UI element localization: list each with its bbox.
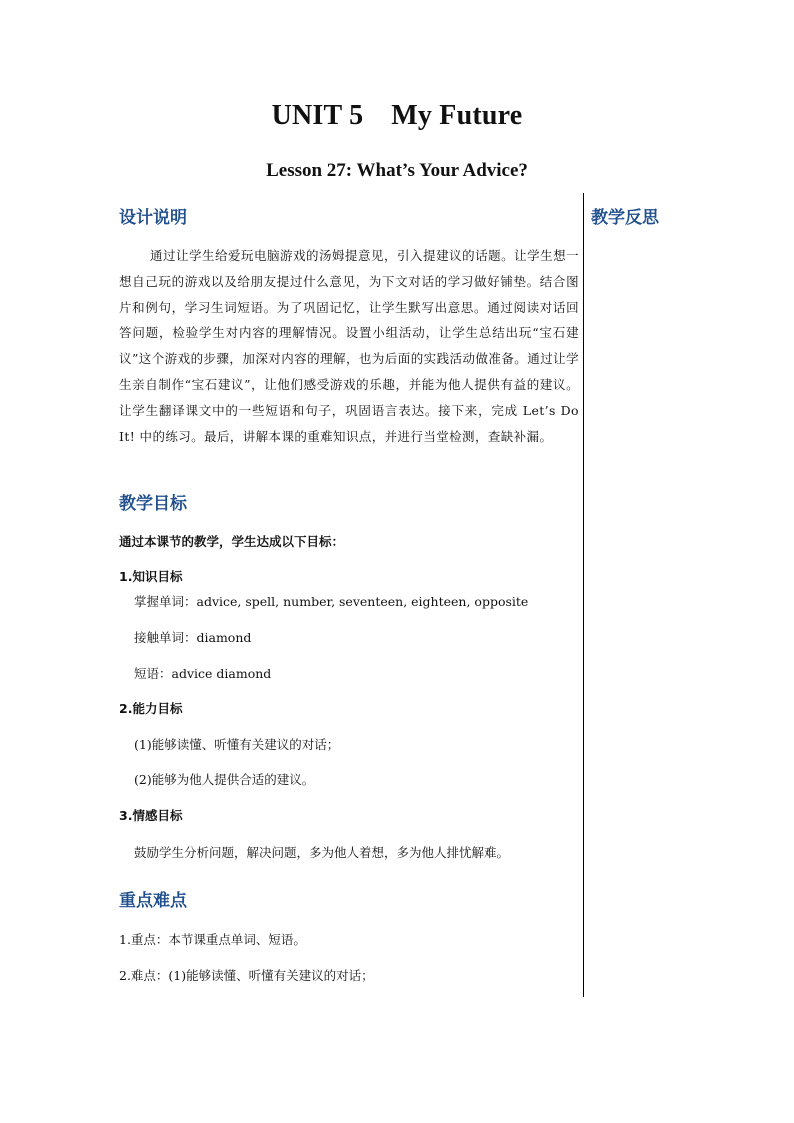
lesson-title: Lesson 27: What’s Your Advice?	[266, 160, 528, 181]
ability-goals-heading: 2.能力目标	[119, 701, 183, 716]
master-words: 掌握单词：advice, spell, number, seventeen, eighteen, opposite	[134, 594, 529, 609]
ability-item-1: (1)能够读懂、听懂有关建议的对话；	[134, 737, 340, 752]
unit-title	[0, 100, 794, 132]
reflection-heading: 教学反思	[591, 208, 659, 228]
unit-number: UNIT 5	[271, 100, 364, 131]
design-paragraph: 通过让学生给爱玩电脑游戏的汤姆提意见，引入提建议的话题。让学生想一想自己玩的游戏以及给朋友提过什么意见，为下文对话的学习做好铺垫。结合图片和例句，学习生词短语。为了巩固记忆，让学生默写出意思。通过阅读对话回答问题，检验学生对内容的理解情况。设置小组活动，让学生总结出玩“宝石建议”这个游戏的步骤，加深对内容的理解，也为后面的实践活动做准备。通过让学生亲自制作“宝石建议”，让他们感受游戏的乐趣，并能为他人提供有益的建议。让学生翻译课文中的一些短语和句子，巩固语言表达。接下来，完成 Let’s Do It! 中的练习。最后，讲解本课的重难知识点，并进行当堂检测，查缺补漏。	[119, 248, 579, 444]
emotion-goals-heading: 3.情感目标	[119, 808, 183, 823]
phrases: 短语：advice diamond	[134, 666, 272, 681]
goals-heading: 教学目标	[119, 494, 187, 514]
knowledge-goals-heading: 1.知识目标	[119, 569, 183, 584]
column-divider	[583, 193, 584, 997]
contact-words: 接触单词：diamond	[134, 630, 252, 645]
emotion-item-1: 鼓励学生分析问题，解决问题，多为他人着想，多为他人排忧解难。	[134, 845, 510, 860]
design-heading: 设计说明	[119, 208, 187, 228]
key-focus: 1.重点：本节课重点单词、短语。	[119, 932, 306, 947]
key-difficulty: 2.难点：(1)能够读懂、听懂有关建议的对话；	[119, 968, 374, 983]
ability-item-2: (2)能够为他人提供合适的建议。	[134, 772, 315, 787]
key-points-heading: 重点难点	[119, 891, 187, 911]
goals-intro: 通过本课节的教学，学生达成以下目标：	[119, 534, 345, 549]
unit-name: My Future	[391, 100, 523, 131]
